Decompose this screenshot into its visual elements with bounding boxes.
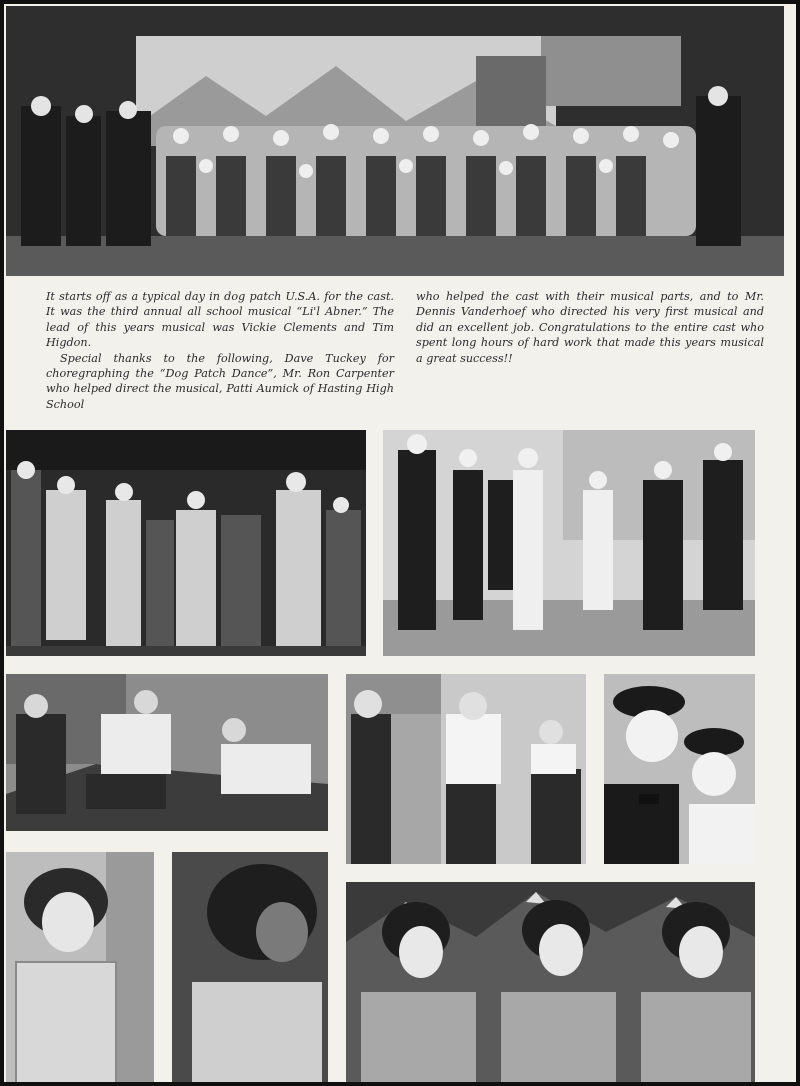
dog-patch-dance-rehearsal-photo xyxy=(383,430,755,656)
top-hat-pair-photo xyxy=(604,674,755,864)
caption-paragraph-1: It starts off as a typical day in dog patch U.S.A. for the cast. It was the third annual all school musical “Li'l Abner.” The lead of this years musical was Vickie Clements and Tim Higdon. xyxy=(46,290,394,350)
three-girls-mountain-backdrop-photo xyxy=(346,882,755,1086)
caption-paragraph-3: who helped the cast with their musical parts, and to Mr. Dennis Vanderhoef who directed his very first musical and did an excellent job. Congratulations to the entire cast who spent long hours of hard work that made this years musical a great success!! xyxy=(416,290,764,365)
three-boys-overalls-photo xyxy=(346,674,586,864)
girl-profile-photo xyxy=(172,852,328,1086)
caption-paragraph-2: Special thanks to the following, Dave Tuckey for choregraphing the “Dog Patch Dance”, Mr. Ron Carpenter who helped direct the musical, Patti Aumick of Hasting High School xyxy=(46,351,394,411)
stage-crowd-scene-photo xyxy=(6,430,366,656)
caption-column-left xyxy=(46,289,394,412)
curly-hair-girl-photo xyxy=(6,852,154,1086)
seated-actors-photo xyxy=(6,674,328,831)
caption-column-right xyxy=(416,289,764,366)
cast-group-photo xyxy=(6,6,784,276)
